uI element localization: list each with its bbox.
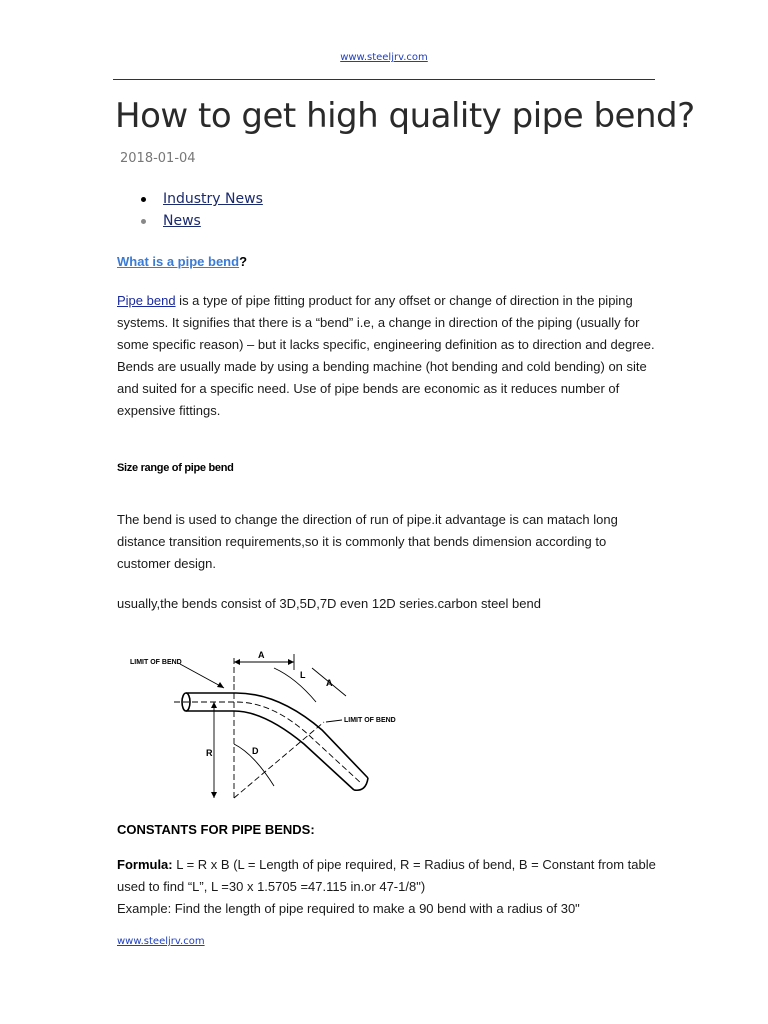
size-range-paragraph: The bend is used to change the direction of run of pipe.it advantage is can matach long distance transition requirements,so it is commonly that bends dimension according to customer design.: [117, 512, 618, 571]
arrow-icon: [288, 659, 294, 665]
dimension-a-side-label: A: [326, 678, 333, 688]
dimension-lines: [180, 654, 346, 798]
pipe-end-cap: [354, 778, 368, 790]
page-title: How to get high quality pipe bend?: [115, 96, 695, 136]
leader-limit-top: [180, 664, 224, 688]
example-text: Example: Find the length of pipe required to make a 90 bend with a radius of 30": [117, 901, 580, 916]
category-link-industry-news[interactable]: Industry News: [163, 191, 263, 207]
intro-paragraph: [117, 290, 657, 422]
formula-paragraph: [117, 854, 662, 920]
pipe-bend-diagram: [124, 638, 416, 806]
footer-site-link[interactable]: www.steeljrv.com: [117, 936, 205, 947]
leader-limit-right: [326, 720, 342, 722]
arrow-icon: [211, 702, 217, 708]
dimension-r-label: R: [206, 748, 213, 758]
size-range-heading: Size range of pipe bend: [117, 462, 234, 474]
limit-of-bend-right-label: LIMIT OF BEND: [344, 717, 396, 724]
formula-text: L = R x B (L = Length of pipe required, R = Radius of bend, B = Constant from table used to find “L”, L =30 x 1.5705 =47.115 in.or 47-1/8"): [117, 857, 656, 894]
formula-label: Formula:: [117, 857, 173, 872]
question-link[interactable]: What is a pipe bend: [117, 254, 240, 269]
pipe-bend-link[interactable]: Pipe bend: [117, 293, 176, 308]
list-item: [137, 210, 263, 232]
category-link-news[interactable]: News: [163, 213, 201, 229]
question-suffix: ?: [239, 254, 248, 269]
bullet-icon: [141, 197, 146, 202]
constants-heading: CONSTANTS FOR PIPE BENDS:: [117, 822, 315, 837]
header-divider: [113, 79, 655, 80]
radius-line: [234, 722, 324, 798]
post-date: 2018-01-04: [120, 151, 196, 166]
dim-l-arc: [274, 668, 316, 702]
intro-text: is a type of pipe fitting product for any offset or change of direction in the piping systems. It signifies that there is a “bend” i.e, a change in direction of the piping (usually for some specific reason) – but it lacks specific, engineering definition as to direction and degree. Bends are usually made by using a bending machine (hot bending and cold bending) on site and suited for a specific need. Use of pipe bends are economic as it reduces number of expensive fittings.: [117, 293, 655, 418]
limit-of-bend-top-label: LIMIT OF BEND: [130, 659, 182, 666]
series-paragraph: usually,the bends consist of 3D,5D,7D even 12D series.carbon steel bend: [117, 596, 541, 611]
category-list: [137, 188, 263, 232]
arrow-icon: [211, 792, 217, 798]
dimension-l-label: L: [300, 670, 306, 680]
section-question: [117, 254, 247, 269]
list-item: [137, 188, 263, 210]
header-site-link[interactable]: www.steeljrv.com: [340, 52, 428, 63]
dimension-d-label: D: [252, 746, 259, 756]
arrow-icon: [234, 659, 240, 665]
pipe-outline: [182, 693, 368, 790]
bullet-icon: [141, 219, 146, 224]
dimension-a-top-label: A: [258, 650, 265, 660]
